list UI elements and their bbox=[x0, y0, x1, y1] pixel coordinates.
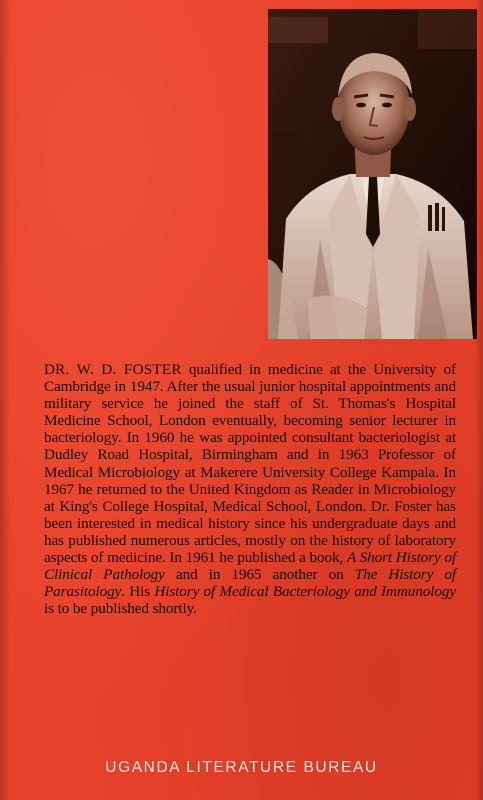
bio-text-4: is to be published shortly. bbox=[44, 600, 197, 618]
publisher-imprint: UGANDA LITERATURE BUREAU bbox=[105, 759, 378, 776]
author-name: DR. W. D. FOSTER bbox=[44, 361, 182, 378]
cover-edge-left bbox=[0, 0, 10, 800]
book-title-clinical-pathology: A Short History of Clinical Pathology bbox=[44, 549, 456, 584]
bio-text-3: . His bbox=[121, 583, 155, 601]
book-title-parasitology: The History of Parasitology bbox=[44, 566, 456, 601]
author-portrait-photo bbox=[268, 9, 477, 339]
book-title-bacteriology: History of Medical Bacteriology and Immunology bbox=[154, 583, 456, 601]
author-biography bbox=[44, 361, 456, 617]
bio-text-2: and in 1965 another on bbox=[164, 566, 355, 584]
author-portrait-illustration bbox=[268, 9, 477, 339]
bio-text-1: qualified in medicine at the University of Cambridge in 1947. After the usual junior hospital appointments and military service he joined the staff of St. Thomas's Hospital Medicine School, London eventually, becoming senior lecturer in bacteriology. In 1960 he was appointed consultant bacteriologist at Dudley Road Hospital, Birmingham and in 1963 Professor of Medical Microbiology at Makerere University College Kampala. In 1967 he returned to the United Kingdom as Reader in Microbiology at King's College Hospital, Medical School, London. Dr. Foster has been interested in medical history since his undergraduate days and has published numerous articles, mostly on the history of laboratory aspects of medicine. In 1961 he published a book, bbox=[44, 361, 456, 567]
